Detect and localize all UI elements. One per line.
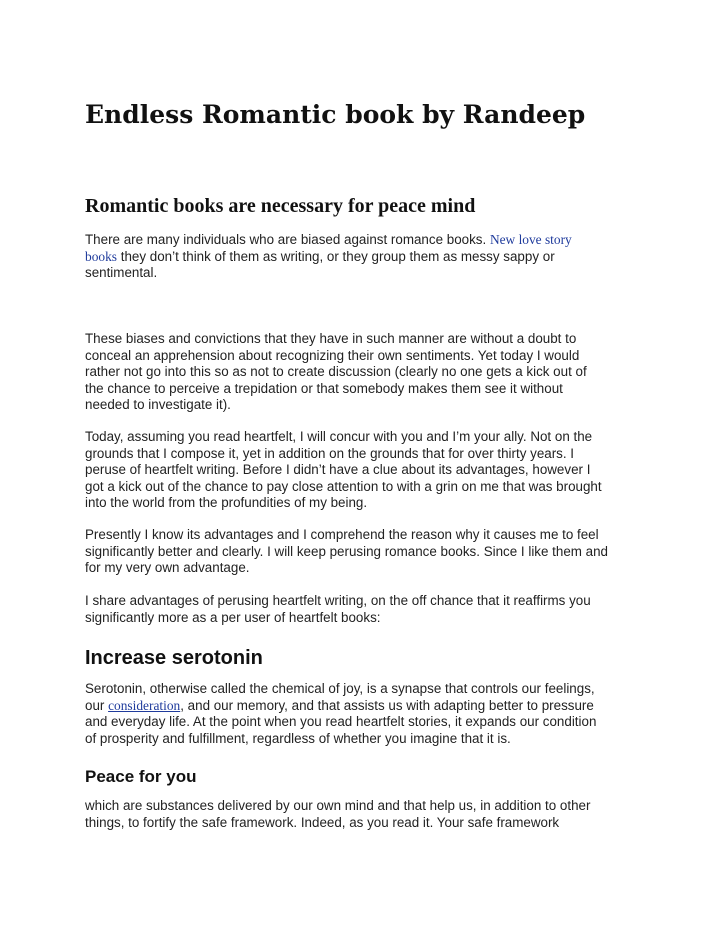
paragraph-line: of prosperity and fulfillment, regardless of whether you imagine that it is. bbox=[85, 730, 511, 746]
paragraph-line bbox=[85, 698, 637, 715]
advantages-paragraph bbox=[85, 527, 637, 577]
paragraph-line: Serotonin, otherwise called the chemical of joy, is a synapse that controls our feelings, bbox=[85, 681, 595, 696]
biases-paragraph bbox=[85, 331, 637, 414]
new-love-story-books-link[interactable]: New love story bbox=[489, 232, 572, 247]
section-heading-peace-for-you: Peace for you bbox=[85, 767, 197, 786]
heartfelt-paragraph bbox=[85, 429, 637, 512]
paragraph-line: Today, assuming you read heartfelt, I will concur with you and I’m your ally. Not on the bbox=[85, 429, 593, 444]
paragraph-line: rather not go into this so as not to create discussion (clearly no one gets a kick out of bbox=[85, 364, 587, 379]
paragraph-line: I share advantages of perusing heartfelt writing, on the off chance that it reaffirms you bbox=[85, 593, 591, 608]
serotonin-paragraph bbox=[85, 681, 637, 747]
paragraph-line: peruse of heartfelt writing. Before I didn’t have a clue about its advantages, however I bbox=[85, 462, 591, 477]
paragraph-line: significantly better and clearly. I will keep perusing romance books. Since I like them and bbox=[85, 543, 608, 559]
paragraph-text: they don’t think of them as writing, or they group them as messy sappy or bbox=[120, 248, 555, 264]
paragraph-line bbox=[85, 232, 637, 249]
consideration-link[interactable]: consideration bbox=[108, 697, 181, 713]
paragraph-text: There are many individuals who are biased against romance books. bbox=[85, 232, 487, 247]
new-love-story-books-link-continued[interactable]: books bbox=[85, 248, 117, 264]
paragraph-line: things, to fortify the safe framework. Indeed, as you read it. Your safe framework bbox=[85, 814, 560, 830]
paragraph-line: These biases and convictions that they have in such manner are without a doubt to bbox=[85, 331, 577, 346]
paragraph-text: our bbox=[85, 697, 105, 713]
paragraph-line: for my very own advantage. bbox=[85, 560, 250, 575]
paragraph-line: grounds that I compose it, yet in addition on the grounds that for over thirty years. I bbox=[85, 445, 575, 461]
paragraph-line: the chance to perceive a trepidation or that somebody makes them see it without bbox=[85, 380, 563, 396]
paragraph-line: significantly more as a per user of heartfelt books: bbox=[85, 609, 381, 625]
share-paragraph bbox=[85, 593, 637, 626]
paragraph-line: conceal an apprehension about recognizing their own sentiments. Yet today I would bbox=[85, 347, 580, 363]
paragraph-line: which are substances delivered by our own mind and that help us, in addition to other bbox=[85, 798, 591, 813]
paragraph-line: needed to investigate it). bbox=[85, 397, 231, 412]
section-heading-increase-serotonin: Increase serotonin bbox=[85, 647, 263, 669]
paragraph-text: , and our memory, and that assists us with adapting better to pressure bbox=[180, 697, 594, 713]
peace-paragraph bbox=[85, 798, 637, 831]
document-subtitle: Romantic books are necessary for peace mind bbox=[85, 195, 476, 217]
intro-paragraph bbox=[85, 232, 637, 282]
document-title: Endless Romantic book by Randeep bbox=[85, 100, 586, 129]
paragraph-line: got a kick out of the chance to pay close attention to with a grin on me that was brought bbox=[85, 478, 602, 494]
paragraph-line: and everyday life. At the point when you read heartfelt stories, it expands our condition bbox=[85, 714, 597, 729]
paragraph-line: sentimental. bbox=[85, 265, 158, 280]
paragraph-line: into the world from the profundities of my being. bbox=[85, 495, 368, 510]
paragraph-line bbox=[85, 249, 637, 266]
paragraph-line: Presently I know its advantages and I comprehend the reason why it causes me to feel bbox=[85, 527, 599, 542]
